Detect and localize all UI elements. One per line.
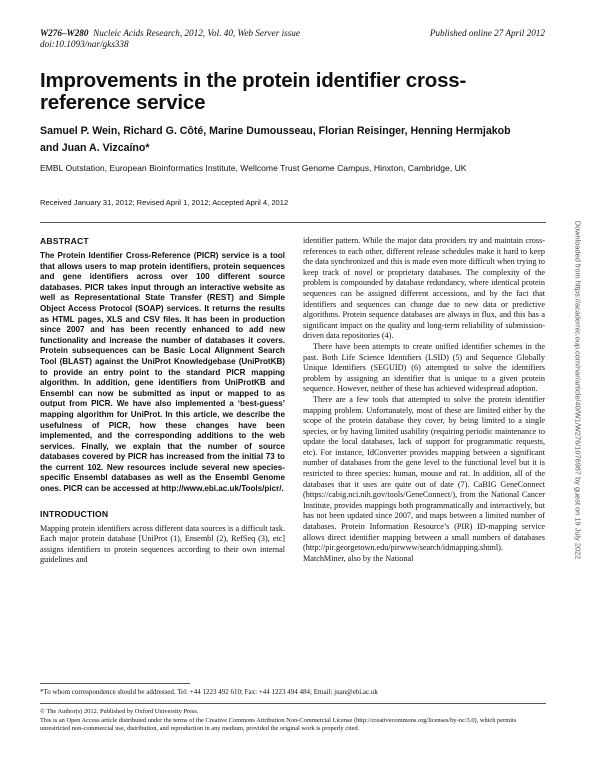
copyright-line: © The Author(s) 2012. Published by Oxford University Press.: [40, 708, 199, 715]
download-sidebar: [568, 200, 588, 580]
correspondence-note: *To whom correspondence should be addressed. Tel: +44 1223 492 610; Fax: +44 1223 494 484; Email: juan@ebi.ac.uk: [40, 688, 378, 696]
footnote-divider: [40, 683, 190, 684]
body-paragraph: identifier pattern. While the major data providers try and maintain cross-references to each other, different release schedules make it hard to keep the data synchronized and this is made even more difficult when trying to keep track of novel or proprietary databases. The complexity of the problem is compounded by database redundancy, where identical protein sequences can be assigned different accessions, and by the fact that identifiers and sequences can change due to new data or predictive algorithms. Protein sequence databases are always in flux, and this has a significant impact on the quality and long-term reliability of submission-driven data repositories (4).: [303, 236, 545, 341]
published-date: Published online 27 April 2012: [429, 28, 545, 38]
introduction-heading: INTRODUCTION: [40, 508, 109, 519]
author-list: Samuel P. Wein, Richard G. Côté, Marine Dumousseau, Florian Reisinger, Henning Hermjakob and Juan A. Vizcaíno*: [40, 125, 511, 154]
license-text: This is an Open Access article distributed under the terms of the Creative Commons Attribution Non-Commercial License (http://creativecommons.org/licenses/by-nc/3.0), which permits unrestricted non-commercial use, distribution, and reproduction in any medium, provided the original work is properly cited.: [40, 716, 517, 733]
intro-paragraph: Mapping protein identifiers across different data sources is a difficult task. Each major protein database [UniProt (1), Ensembl (2), RefSeq (3), etc] assigns identifiers to protein sequences according to their own internal guidelines and: [40, 523, 285, 565]
body-paragraph: There are a few tools that attempted to solve the protein identifier mapping problem. Unfortunately, most of these are limited either by the scope of the protein database they cover, by being limited to a single species, or by having limited usability (requiring periodic maintenance to update the local databases, lack of support for programmatic requests, etc). For instance, IdConverter provides mapping between a significant number of databases from the gene level to the functional level but it is restricted to three species: human, mouse and rat. In addition, all of the databases that it uses are quite out of date (7). CaBIG GeneConnect (https://cabig.nci.nih.gov/tools/GeneConnect/), from the National Cancer Institute, provides mappings both programmatically and interactively, but has not been updated since 2007, and maps between a limited number of databases. Protein Information Resource’s (PIR) ID-mapping service allows direct identifier mapping between a small numbers of databases (http://pir.georgetown.edu/pirwww/search/idmapping.shtml). MatchMiner, also by the National: [303, 394, 545, 563]
license-block: [40, 708, 546, 734]
affiliation: EMBL Outstation, European Bioinformatics Institute, Wellcome Trust Genome Campus, Hinxton, Cambridge, UK: [40, 163, 467, 173]
body-paragraph: There have been attempts to create unified identifier schemes in the past. Both Life Science Identifiers (LSID) (5) and Sequence Globally Unique Identifiers (SEGUID) (6) attempted to solve the identifiers problem by assigning an identifier that is unique to a given protein sequence. However, neither of these has achieved widespread adoption.: [303, 341, 545, 394]
abstract-heading: ABSTRACT: [40, 236, 89, 246]
header-divider: [40, 222, 546, 223]
doi: doi:10.1093/nar/gks338: [40, 39, 129, 49]
running-header: [40, 28, 300, 50]
page-range: W276–W280: [40, 28, 89, 38]
left-column: [40, 236, 285, 566]
article-title: Improvements in the protein identifier cross-reference service: [40, 69, 467, 114]
footer-divider: [40, 703, 546, 704]
abstract-text: The Protein Identifier Cross-Reference (PICR) service is a tool that allows users to map protein identifiers, protein sequences and gene identifiers across over 100 different source databases. PICR takes input through an interactive website as well as Representational State Transfer (REST) and Simple Object Access Protocol (SOAP) services. It returns the results as HTML pages, XLS and CSV files. It has been in production since 2007 and has been recently enhanced to add new functionality and increase the number of databases it covers. Protein subsequences can be Basic Local Alignment Search Tool (BLAST) against the UniProt Knowledgebase (UniProtKB) to provide an entry point to the standard PICR mapping algorithm. In addition, gene identifiers from UniProtKB and Ensembl can now be submitted as input or mapped to as output from PICR. We have also implemented a ‘best-guess’ mapping algorithm for UniProt. In this article, we describe the usefulness of PICR, how these changes have been implemented, and the corresponding additions to the web services. Finally, we explain that the number of source databases covered by PICR has increased from the initial 73 to the current 102. New resources include several new species-specific Ensembl databases as well as the Ensembl Genome ones. PICR can be accessed at http://www.ebi.ac.uk/Tools/picr/.: [40, 251, 285, 494]
received-dates: Received January 31, 2012; Revised April 1, 2012; Accepted April 4, 2012: [40, 198, 289, 207]
journal-citation: Nucleic Acids Research, 2012, Vol. 40, Web Server issue: [93, 28, 300, 38]
right-column: [303, 236, 545, 564]
download-note: Downloaded from https://academic.oup.com/nar/article/40/W1/W276/1076987 by guest on 19 July 2022: [573, 220, 583, 560]
